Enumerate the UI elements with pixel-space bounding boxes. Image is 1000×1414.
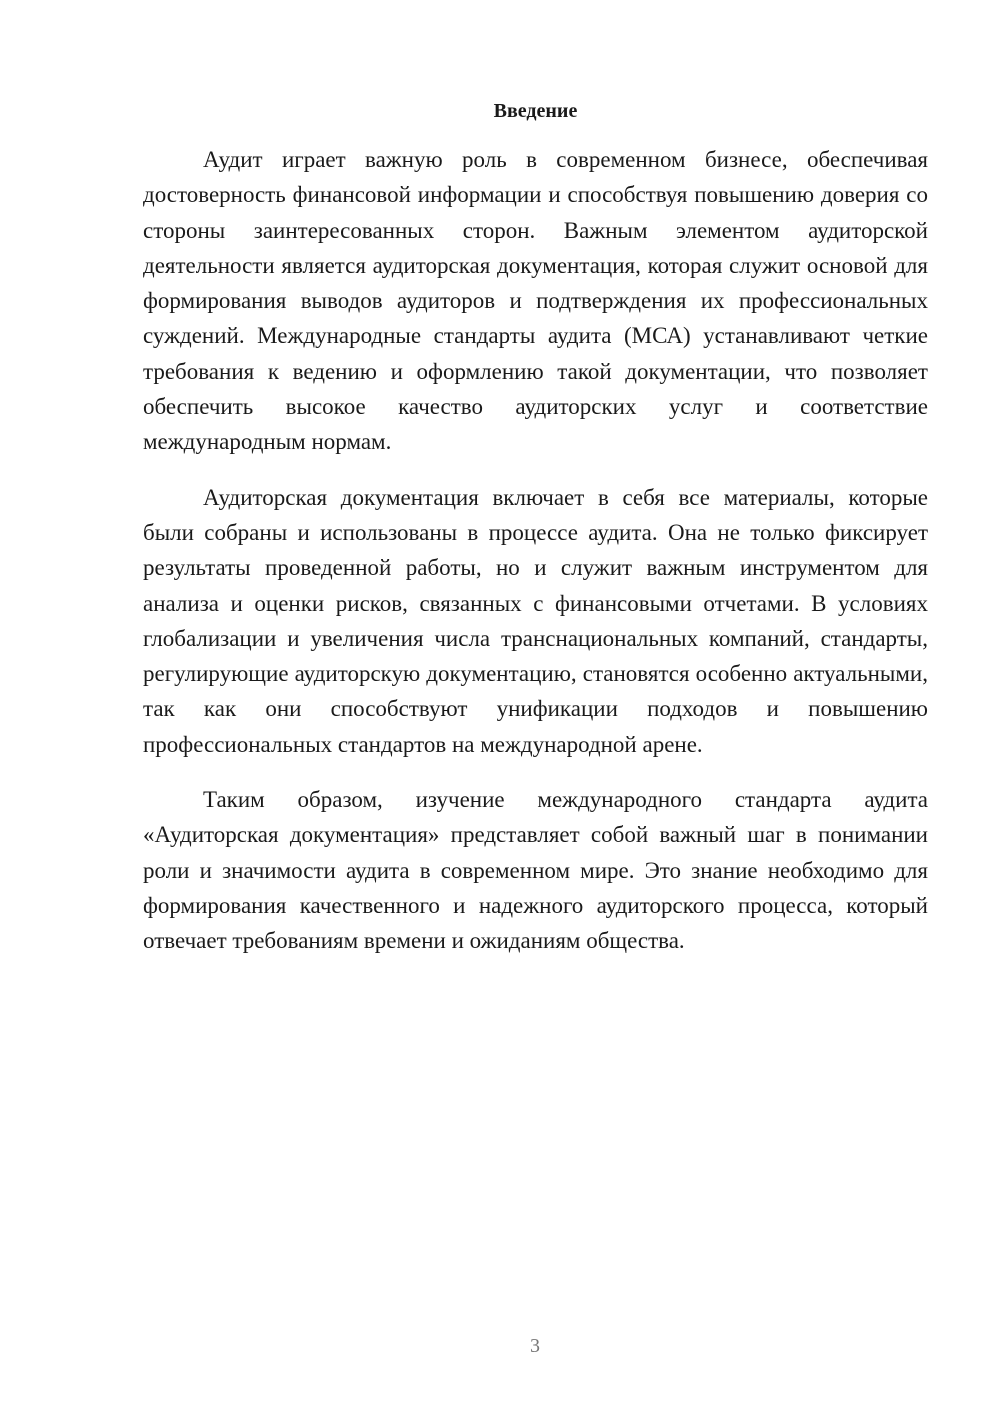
page-number: 3 (530, 1335, 540, 1357)
paragraph-2: Аудиторская документация включает в себя все материалы, которые были собраны и использованы в процессе аудита. Она не только фиксирует результаты проведенной работы, но и служит важным инструментом для анализа и оценки рисков, связанных с финансовыми отчетами. В условиях глобализации и увеличения числа транснациональных компаний, стандарты, регулирующие аудиторскую документацию, становятся особенно актуальными, так как они способствуют унификации подходов и повышению профессиональных стандартов на международной арене. (143, 484, 928, 757)
page-content (143, 96, 928, 959)
paragraph-3: Таким образом, изучение международного стандарта аудита «Аудиторская документация» представляет собой важный шаг в понимании роли и значимости аудита в современном мире. Это знание необходимо для формирования качественного и надежного аудиторского процесса, который отвечает требованиям времени и ожиданиям общества. (143, 787, 928, 954)
section-title: Введение (493, 100, 578, 122)
paragraph-1: Аудит играет важную роль в современном бизнесе, обеспечивая достоверность финансовой информации и способствуя повышению доверия со стороны заинтересованных сторон. Важным элементом аудиторской деятельности является аудиторская документация, которая служит основой для формирования выводов аудиторов и подтверждения их профессиональных суждений. Международные стандарты аудита (МСА) устанавливают четкие требования к ведению и оформлению такой документации, что позволяет обеспечить высокое качество аудиторских услуг и соответствие международным нормам. (143, 147, 928, 455)
